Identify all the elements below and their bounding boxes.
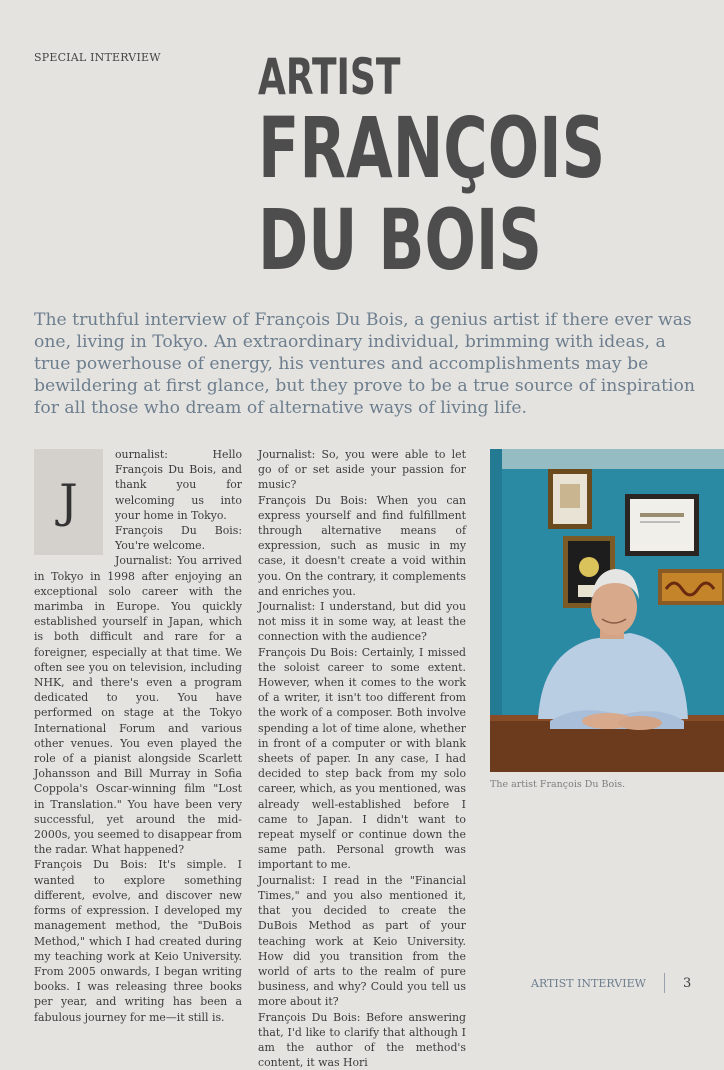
paragraph: Journalist: So, you were able to let go of or set aside your passion for music?: [258, 448, 466, 492]
photo-caption: The artist François Du Bois.: [490, 779, 626, 790]
footer-section-label: ARTIST INTERVIEW: [531, 976, 646, 990]
paragraph: François Du Bois: It's simple. I wanted to explore something different, evolve, and discover new forms of expression. I developed my management method, the "DuBois Method," which I had created during my teaching work at Keio University. From 2005 onwards, I began writing books. I was releasing three books per year, and writing has been a fabulous journey for me—it still is.: [34, 858, 242, 1024]
page-footer: [531, 972, 691, 994]
article-column-2: [258, 447, 466, 1070]
paragraph: François Du Bois: You're welcome.: [115, 524, 242, 553]
artist-photo: [490, 449, 724, 772]
paragraph: François Du Bois: Certainly, I missed the soloist career to some extent. However, when it comes to the work of a writer, it isn't too different from the work of a composer. Both involve spending a lot of time alone, whether in front of a computer or with blank sheets of paper. In any case, I had decided to step back from my solo career, which, as you mentioned, was already well-established before I came to Japan. I didn't want to repeat myself or continue down the same path. Personal growth was important to me.: [258, 645, 466, 872]
section-kicker: SPECIAL INTERVIEW: [34, 51, 161, 64]
paragraph: Journalist: You arrived in Tokyo in 1998 after enjoying an exceptional solo career with the marimba in Europe. You quickly established yourself in Japan, which is both difficult and rare for a foreigner, especially at that time. We often see you on television, including NHK, and there's even a program dedicated to you. You have performed on stage at the Tokyo International Forum and various other venues. You even played the role of a pianist alongside Scarlett Johansson and Bill Murray in Sofia Coppola's Oscar-winning film "Lost in Translation." You have been very successful, yet around the mid-2000s, you seemed to disappear from the radar. What happened?: [34, 554, 242, 857]
article-column-1: [34, 447, 242, 1025]
page-number: 3: [682, 975, 692, 991]
headline-line-2: FRANÇOIS: [258, 99, 606, 197]
paragraph: Journalist: I read in the "Financial Times," and you also mentioned it, that you decided to create the DuBois Method as part of your teaching work at Keio University. How did you transition from the world of arts to the realm of pure business, and why? Could you tell us more about it?: [258, 873, 466, 1009]
paragraph: François Du Bois: When you can express yourself and find fulfillment through alternative means of expression, such as music in my case, it doesn't create a void within you. On the contrary, it complements and enriches you.: [258, 493, 466, 598]
footer-divider: [664, 973, 665, 993]
paragraph: ournalist: Hello François Du Bois, and thank you for welcoming us into your home in Tokyo.: [115, 448, 242, 522]
artist-photo-illustration: [490, 449, 724, 772]
lead-paragraph: The truthful interview of François Du Bois, a genius artist if there ever was one, living in Tokyo. An extraordinary individual, brimming with ideas, a true powerhouse of energy, his ventures and accomplishments may be bewildering at first glance, but they prove to be a true source of inspiration for all those who dream of alternative ways of living life.: [34, 310, 695, 418]
paragraph: François Du Bois: Before answering that, I'd like to clarify that although I am the author of the method's content, it was Hori: [258, 1010, 466, 1070]
headline-line-3: DU BOIS: [258, 191, 542, 289]
drop-cap: J: [34, 449, 103, 555]
headline-line-1: ARTIST: [258, 48, 401, 106]
headline: [258, 48, 606, 289]
paragraph: Journalist: I understand, but did you not miss it in some way, at least the connection with the audience?: [258, 600, 466, 644]
